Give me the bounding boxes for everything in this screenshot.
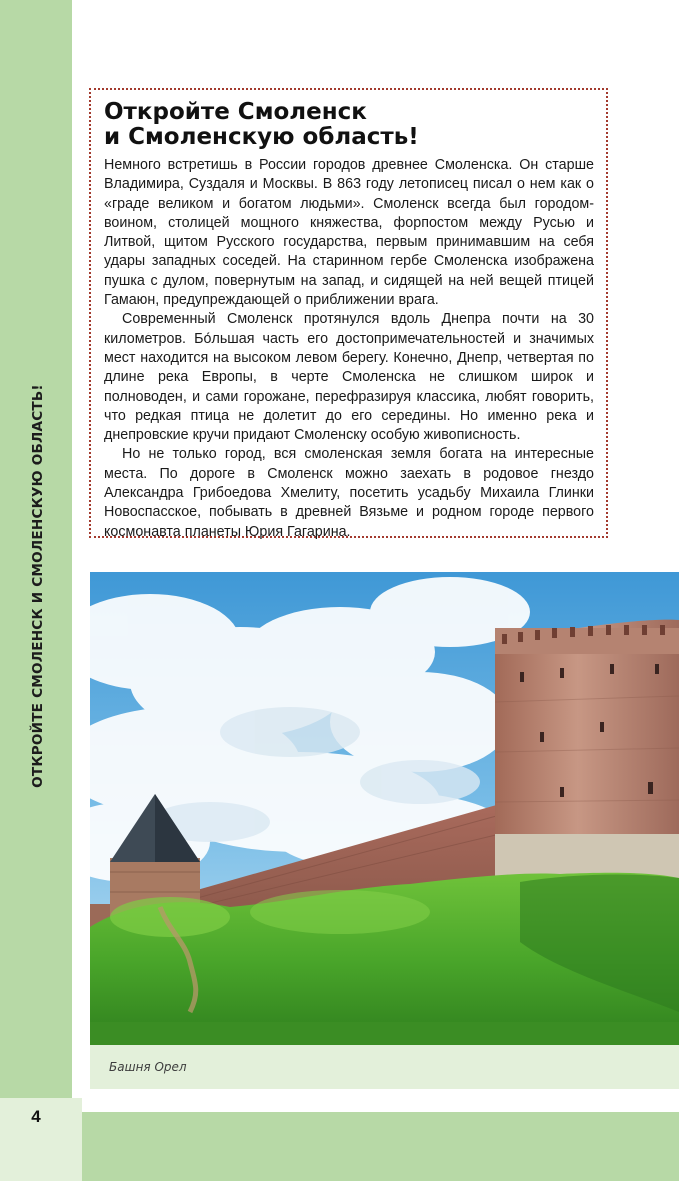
intro-paragraph: Немного встретишь в России городов древнее Смоленска. Он старше Владимира, Суздаля и Москвы. В 863 году летописец писал о нем как о «граде великом и богатом людьми». Смоленск всегда был городом-воином, столицей мощного княжества, форпостом между Русью и Литвой, щитом Русского государства, первым принимавшим на себя удары западных соседей. На старинном гербе Смоленска изображена пушка с дулом, повернутым на запад, и сидящей на ней вещей птицей Гамаюн, предупреждающей о приближении врага. [104, 157, 594, 309]
photo-oryol-tower [90, 572, 679, 1045]
intro-title-line-1: Откройте Смоленск [104, 99, 367, 125]
intro-body [104, 156, 594, 542]
intro-paragraph: Современный Смоленск протянулся вдоль Днепра почти на 30 километров. Бо́льшая часть его достопримечательностей и значимых мест находится на высоком левом берегу. Конечно, Днепр, четвертая по длине река Европы, в черте Смоленска не слишком широк и полноводен, и сами горожане, перефразируя классика, любят говорить, что редкая птица не долетит до его середины. Но именно река и днепровские кручи придают Смоленску особую живописность. [104, 311, 594, 444]
intro-title [104, 100, 594, 150]
bottom-band [82, 1112, 679, 1181]
photo-caption: Башня Орел [109, 1060, 187, 1074]
page-number: 4 [31, 1107, 41, 1126]
intro-title-line-2: и Смоленскую область! [104, 124, 419, 150]
section-title-vertical: ОТКРОЙТЕ СМОЛЕНСК И СМОЛЕНСКУЮ ОБЛАСТЬ! [30, 384, 46, 788]
intro-box [89, 88, 608, 538]
caption-bar [90, 1045, 679, 1089]
side-strip [0, 0, 72, 1098]
intro-paragraph: Но не только город, вся смоленская земля богата на интересные места. По дороге в Смоленск можно заехать в родовое гнездо Александра Грибоедова Хмелиту, посетить усадьбу Михаила Глинки Новоспасское, побывать в древней Вязьме и родном городе первого космонавта планеты Юрия Гагарина. [104, 446, 594, 540]
page-number-box [0, 1098, 82, 1181]
